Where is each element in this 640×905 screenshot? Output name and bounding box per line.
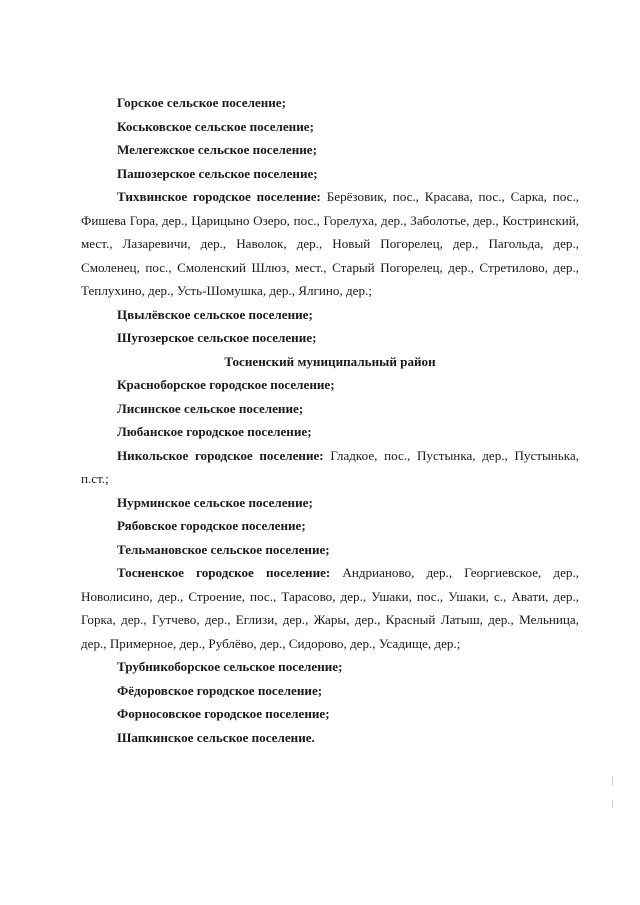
settlement-name: Никольское городское поселение: — [117, 447, 324, 463]
paragraph-fornosovskoe — [81, 702, 579, 726]
settlement-name: Тельмановское сельское поселение; — [117, 541, 330, 557]
settlement-name: Пашозерское сельское поселение; — [117, 165, 318, 181]
settlement-name: Тосненское городское поселение: — [117, 565, 331, 580]
paragraph-krasnoborskoe — [81, 373, 579, 397]
settlement-name: Горское сельское поселение; — [117, 95, 286, 110]
settlement-name: Любанское городское поселение; — [117, 424, 312, 439]
paragraph-nikolskoe — [81, 444, 579, 491]
paragraph-melegezhskoe — [81, 138, 579, 162]
settlement-name: Тихвинское городское поселение: — [117, 189, 321, 204]
settlement-name: Фёдоровское городское поселение; — [117, 682, 323, 698]
settlement-name: Коськовское сельское поселение; — [117, 118, 314, 134]
district-heading: Тосненский муниципальный район — [224, 353, 436, 369]
settlement-localities: Берёзовик, пос., Красава, пос., Сарка, пос., Фишева Гора, дер., Царицыно Озеро, пос., Горелуха, дер., Заболотье, дер., Костринский, мест., Лазаревичи, дер., Наволок, дер., Новый Погорелец, дер., Пагольда, дер., Смоленец, пос., Смоленский Шлюз, мест., Старый Погорелец, дер., Стретилово, дер., Теплухино, дер., Усть-Шомушка, дер., Ялгино, дер.; — [81, 189, 580, 298]
paragraph-lyubanskoe — [81, 420, 579, 444]
paragraph-shapkinskoe — [81, 726, 579, 750]
settlement-localities: Андрианово, дер., Георгиевское, дер., Новолисино, дер., Строение, пос., Тарасово, дер., Ушаки, пос., Ушаки, с., Авати, дер., Горка, дер., Гутчево, дер., Еглизи, дер., Жары, дер., Красный Латыш, дер., Мельница, дер., Примерное, дер., Рублёво, дер., Сидорово, дер., Усадище, дер.; — [81, 565, 579, 651]
paragraph-koskovskoe — [81, 115, 579, 139]
paragraph-ryabovskoe — [81, 514, 579, 538]
paragraph-trubnikoborskoe — [81, 655, 579, 679]
paragraph-shugozerskoe — [81, 326, 579, 350]
settlement-localities: Гладкое, пос., Пустынка, дер., Пустынька, п.ст.; — [81, 447, 579, 486]
paragraph-tikhvinskoe — [81, 185, 579, 303]
paragraph-gorskoe — [81, 91, 579, 115]
settlement-name: Красноборское городское поселение; — [117, 377, 335, 392]
settlement-name: Мелегежское сельское поселение; — [117, 142, 317, 157]
settlement-name: Шапкинское сельское поселение. — [117, 729, 315, 745]
settlement-name: Нурминское сельское поселение; — [117, 494, 313, 510]
settlement-name: Форносовское городское поселение; — [117, 706, 330, 721]
paragraph-fyodorovskoe — [81, 679, 579, 703]
paragraph-tosnenskoe — [81, 561, 579, 655]
paragraph-telmanovskoe — [81, 538, 579, 562]
scan-speck — [612, 776, 613, 786]
settlement-name: Рябовское городское поселение; — [117, 518, 306, 533]
settlement-name: Трубникоборское сельское поселение; — [117, 659, 343, 674]
settlement-name: Лисинское сельское поселение; — [117, 400, 304, 416]
text-body — [81, 91, 579, 749]
paragraph-nurminskoe — [81, 491, 579, 515]
paragraph-tsvylyovskoe — [81, 303, 579, 327]
paragraph-lisinskoe — [81, 397, 579, 421]
settlement-name: Цвылёвское сельское поселение; — [117, 306, 313, 322]
paragraph-pashozerskoe — [81, 162, 579, 186]
settlement-name: Шугозерское сельское поселение; — [117, 330, 317, 345]
scan-speck — [612, 800, 613, 808]
